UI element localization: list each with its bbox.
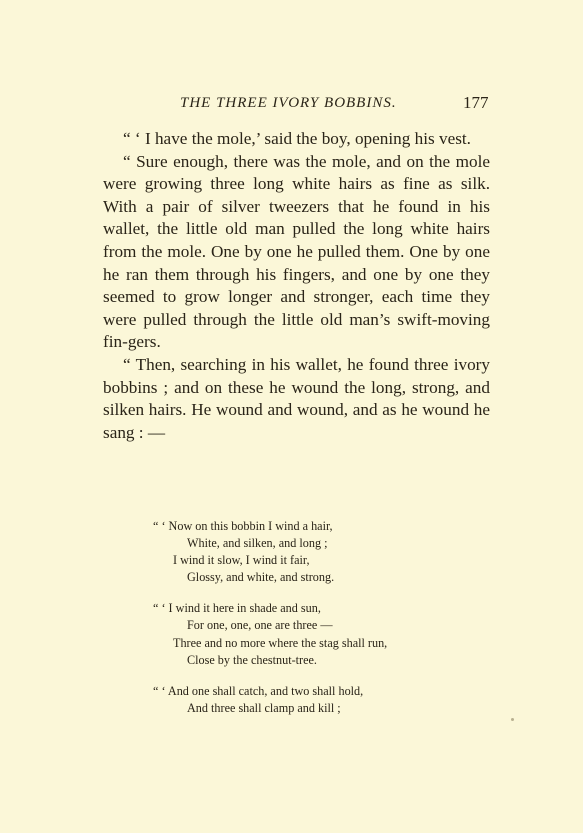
poem-line: I wind it slow, I wind it fair, xyxy=(173,553,310,568)
poem-line: For one, one, one are three — xyxy=(187,618,333,633)
paragraph: “ Sure enough, there was the mole, and on the mole were growing three long white hairs as fine as silk. With a pair of silver tweezers that he found in his wallet, the little old man pulled the long white hairs from the mole. One by one he pulled them. One by one he ran them through his fingers, and one by one they seemed to grow longer and stronger, each time they were pulled through the little old man’s swift-moving fin-gers. xyxy=(103,151,490,352)
poem-stanza xyxy=(153,683,387,717)
poem-line: Three and no more where the stag shall run, xyxy=(173,635,388,650)
paragraph: “ Then, searching in his wallet, he found three ivory bobbins ; and on these he wound the long, strong, and silken hairs. He wound and wound, and as he wound he sang : — xyxy=(103,354,490,442)
poem-line: And three shall clamp and kill ; xyxy=(187,700,341,715)
page-number: 177 xyxy=(463,93,489,112)
poem-line: “ ‘ I wind it here in shade and sun, xyxy=(153,601,321,616)
poem-line: Close by the chestnut-tree. xyxy=(187,652,317,667)
paper-speck xyxy=(511,718,514,721)
running-title: THE THREE IVORY BOBBINS. xyxy=(180,95,397,111)
poem-stanza xyxy=(153,518,387,586)
paragraph: “ ‘ I have the mole,’ said the boy, opening his vest. xyxy=(123,129,471,148)
poem-line: “ ‘ Now on this bobbin I wind a hair, xyxy=(153,519,333,533)
poem-stanza xyxy=(153,600,387,668)
poem xyxy=(153,518,387,731)
prose-body xyxy=(103,128,490,444)
poem-line: Glossy, and white, and strong. xyxy=(187,570,335,585)
poem-line: “ ‘ And one shall catch, and two shall hold, xyxy=(153,683,364,698)
poem-line: White, and silken, and long ; xyxy=(187,536,328,551)
